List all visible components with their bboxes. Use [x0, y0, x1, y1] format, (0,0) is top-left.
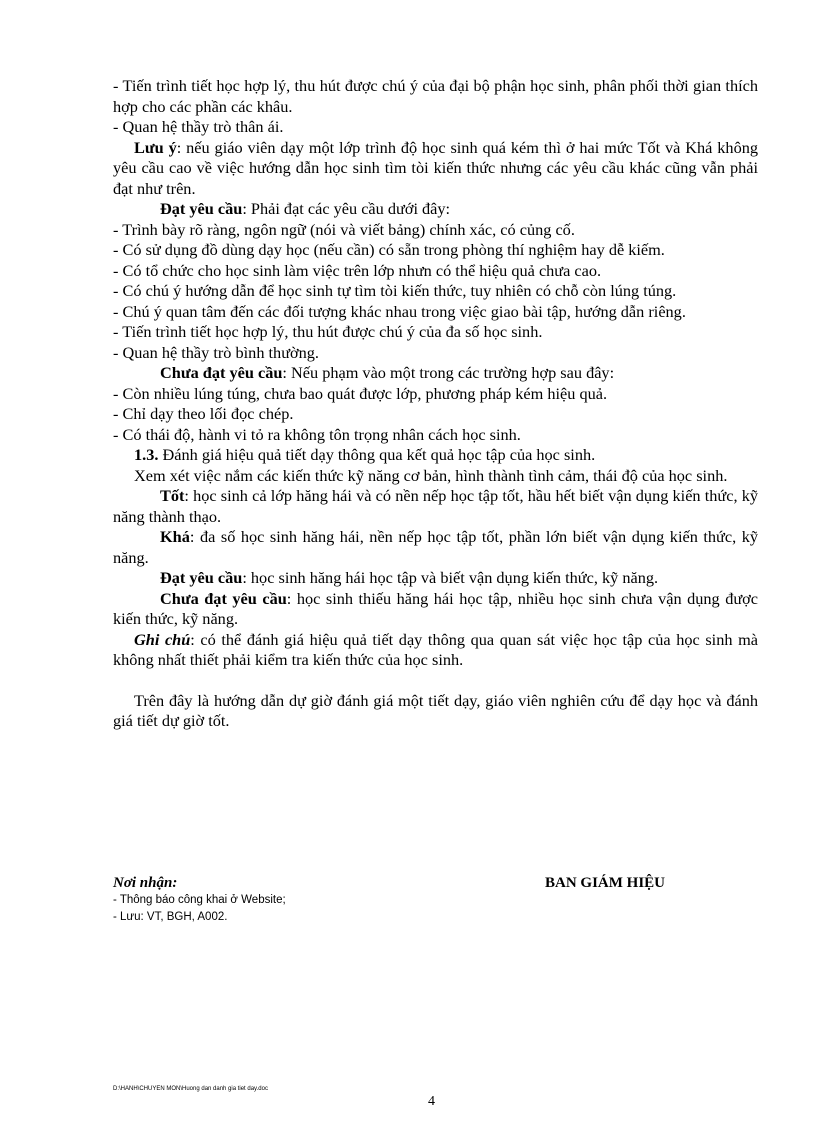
level-paragraph: Khá: đa số học sinh hăng hái, nền nếp học tập tốt, phần lớn biết vận dụng kiến thức, kỹ năng.	[113, 527, 758, 567]
recipient-item: - Thông báo công khai ở Website;	[113, 894, 286, 906]
recipients-title: Nơi nhận:	[113, 875, 178, 891]
section-heading: Đạt yêu cầu: Phải đạt các yêu cầu dưới đây:	[160, 199, 451, 218]
signature-board: BAN GIÁM HIỆU	[545, 875, 666, 891]
closing-paragraph: Trên đây là hướng dẫn dự giờ đánh giá một tiết dạy, giáo viên nghiên cứu để dạy học và đánh giá tiết dự giờ tốt.	[113, 690, 758, 730]
paragraph: - Quan hệ thầy trò bình thường.	[113, 342, 319, 362]
recipients-block	[113, 874, 413, 926]
level-label: Tốt	[160, 486, 185, 505]
level-label: Đạt yêu cầu	[160, 199, 243, 218]
paragraph: - Tiến trình tiết học hợp lý, thu hút được chú ý của đa số học sinh.	[113, 322, 543, 341]
paragraph: - Trình bày rõ ràng, ngôn ngữ (nói và viết bảng) chính xác, có củng cố.	[113, 219, 575, 239]
paragraph: - Tiến trình tiết học hợp lý, thu hút được chú ý của đại bộ phận học sinh, phân phối thời gian thích hợp cho các phần các khâu.	[113, 76, 758, 116]
note-label: Ghi chú	[134, 629, 191, 649]
subsection-heading: 1.3. Đánh giá hiệu quả tiết dạy thông qua kết quả học tập của học sinh.	[134, 445, 596, 464]
page-number: 4	[428, 1094, 435, 1109]
paragraph: - Có chú ý hướng dẫn để học sinh tự tìm tòi kiến thức, tuy nhiên có chỗ còn lúng túng.	[113, 281, 677, 300]
section-number: 1.3.	[134, 445, 159, 464]
paragraph: - Chỉ dạy theo lối đọc chép.	[113, 404, 294, 423]
paragraph: - Có sử dụng đồ dùng dạy học (nếu cần) có sẵn trong phòng thí nghiệm hay dễ kiếm.	[113, 240, 665, 259]
level-label: Khá	[160, 527, 190, 546]
recipient-item: - Lưu: VT, BGH, A002.	[113, 911, 228, 923]
level-paragraph: Đạt yêu cầu: học sinh hăng hái học tập và biết vận dụng kiến thức, kỹ năng.	[160, 568, 659, 587]
note-paragraph: Lưu ý: nếu giáo viên dạy một lớp trình độ học sinh quá kém thì ở hai mức Tốt và Khá không yêu cầu cao về việc hướng dẫn học sinh tìm tòi kiến thức nhưng các yêu cầu khác cũng vẫn phải đạt như trên.	[113, 137, 758, 198]
level-label: Đạt yêu cầu	[160, 568, 243, 587]
note-label: Lưu ý	[134, 137, 177, 157]
level-label: Chưa đạt yêu cầu	[160, 588, 287, 608]
spacer	[113, 671, 758, 691]
level-paragraph: Tốt: học sinh cả lớp hăng hái và có nền nếp học tập tốt, hầu hết biết vận dụng kiến thức, kỹ năng thành thạo.	[113, 486, 758, 526]
footer-file-path: D:\HANH\CHUYEN MON\Huong dan danh gia tiet day.doc	[113, 1086, 268, 1092]
note-paragraph: Ghi chú: có thể đánh giá hiệu quả tiết dạy thông qua quan sát việc học tập của học sinh mà không nhất thiết phải kiểm tra kiến thức của học sinh.	[113, 629, 758, 669]
paragraph: Xem xét việc nắm các kiến thức kỹ năng cơ bản, hình thành tình cảm, thái độ của học sinh.	[134, 465, 728, 485]
level-paragraph: Chưa đạt yêu cầu: học sinh thiếu hăng hái học tập, nhiều học sinh chưa vận dụng được kiến thức, kỹ năng.	[113, 588, 759, 628]
paragraph: - Quan hệ thầy trò thân ái.	[113, 117, 284, 136]
paragraph: - Còn nhiều lúng túng, chưa bao quát được lớp, phương pháp kém hiệu quả.	[113, 383, 608, 403]
section-heading: Chưa đạt yêu cầu: Nếu phạm vào một trong các trường hợp sau đây:	[160, 363, 615, 382]
level-label: Chưa đạt yêu cầu	[160, 363, 283, 382]
paragraph: - Chú ý quan tâm đến các đối tượng khác nhau trong việc giao bài tập, hướng dẫn riêng.	[113, 301, 686, 321]
document-body	[113, 76, 758, 732]
paragraph: - Có tổ chức cho học sinh làm việc trên lớp nhưn có thể hiệu quả chưa cao.	[113, 260, 602, 280]
paragraph: - Có thái độ, hành vi tỏ ra không tôn trọng nhân cách học sinh.	[113, 424, 521, 444]
